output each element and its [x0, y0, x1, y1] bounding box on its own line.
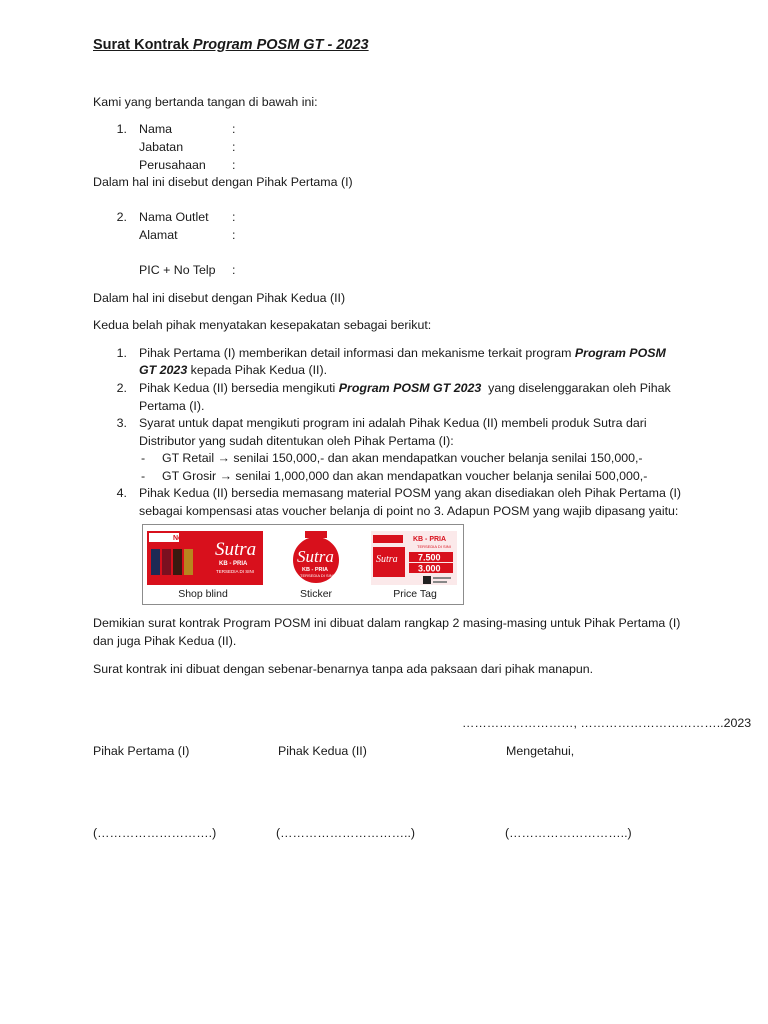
sub-bullet-dash: -: [141, 469, 146, 483]
point-number: 3.: [116, 416, 127, 430]
closing-statement: Surat kontrak ini dibuat dengan sebenar-benarnya tanpa ada paksaan dari pihak manapun.: [93, 662, 594, 676]
svg-text:7.500: 7.500: [418, 552, 441, 563]
signature-blank-mengetahui: (………………………..): [505, 826, 632, 840]
point-4-line-1: Pihak Kedua (II) bersedia memasang material POSM yang akan disediakan oleh Pihak Pertama (I): [139, 486, 682, 500]
svg-text:KB - PRIA: KB - PRIA: [413, 536, 447, 543]
point-number: 4.: [116, 486, 127, 500]
closing-line-2: dan juga Pihak Kedua (II).: [93, 634, 237, 648]
signature-blank-pihak-kedua: (…………………………..): [276, 826, 416, 840]
field-colon: :: [232, 122, 236, 136]
point-1-line-2: GT 2023 kepada Pihak Kedua (II).: [139, 363, 328, 377]
field-label-alamat: Alamat: [139, 228, 178, 242]
signatory-label-pihak-pertama: Pihak Pertama (I): [93, 744, 190, 758]
document-title: Surat Kontrak Program POSM GT - 2023: [93, 37, 369, 53]
point-3-line-1: Syarat untuk dapat mengikuti program ini adalah Pihak Kedua (II) membeli produk Sutra dari: [139, 416, 647, 430]
svg-text:TERSEDIA DI SINI: TERSEDIA DI SINI: [417, 544, 451, 549]
party1-number: 1.: [116, 122, 127, 136]
sub-bullet-gt-grosir: GT Grosir → senilai 1,000,000 dan akan mendapatkan voucher belanja senilai 500,000,-: [162, 469, 648, 483]
caption-shop-blind: Shop blind: [178, 588, 228, 600]
svg-text:No.1: No.1: [173, 535, 189, 542]
place-date-line: ………………………, ……………………………..2023: [462, 716, 752, 730]
svg-text:Sutra: Sutra: [297, 547, 334, 566]
point-number: 2.: [116, 381, 127, 395]
field-colon: :: [232, 140, 236, 154]
field-label-perusahaan: Perusahaan: [139, 158, 206, 172]
posm-materials-figure: [142, 524, 464, 605]
point-2-line-2: Pertama (I).: [139, 399, 205, 413]
sticker-image: [283, 531, 353, 585]
sub-bullet-dash: -: [141, 451, 146, 465]
field-label-pic: PIC + No Telp: [139, 263, 216, 277]
point-4-line-2: sebagai kompensasi atas voucher belanja di point no 3. Adapun POSM yang wajib dipasang yaitu:: [139, 504, 679, 518]
field-label-jabatan: Jabatan: [139, 140, 184, 154]
signatory-label-pihak-kedua: Pihak Kedua (II): [278, 744, 367, 758]
svg-text:Sutra: Sutra: [215, 539, 257, 560]
party2-number: 2.: [116, 210, 127, 224]
caption-price-tag: Price Tag: [393, 588, 437, 600]
caption-sticker: Sticker: [299, 588, 333, 600]
point-2-line-1: Pihak Kedua (II) bersedia mengikuti Program POSM GT 2023 yang diselenggarakan oleh Pihak: [139, 381, 671, 395]
party2-note: Dalam hal ini disebut dengan Pihak Kedua (II): [93, 291, 346, 305]
closing-line-1: Demikian surat kontrak Program POSM ini dibuat dalam rangkap 2 masing-masing untuk Pihak Pertama (I): [93, 616, 681, 630]
signatory-label-mengetahui: Mengetahui,: [506, 744, 575, 758]
intro-text: Kami yang bertanda tangan di bawah ini:: [93, 95, 318, 109]
point-number: 1.: [116, 346, 127, 360]
point-3-line-2: Distributor yang sudah ditentukan oleh Pihak Pertama (I):: [139, 434, 454, 448]
agreement-intro: Kedua belah pihak menyatakan kesepakatan sebagai berikut:: [93, 318, 432, 332]
field-colon: :: [232, 158, 236, 172]
price-tag-image: [371, 531, 457, 585]
point-1-line-1: Pihak Pertama (I) memberikan detail informasi dan mekanisme terkait program Program POSM: [139, 346, 666, 360]
field-label-nama: Nama: [139, 122, 173, 136]
svg-text:Sutra: Sutra: [376, 554, 398, 565]
svg-text:3.000: 3.000: [418, 563, 441, 574]
svg-text:KB - PRIA: KB - PRIA: [219, 561, 248, 567]
field-colon: :: [232, 263, 236, 277]
field-label-nama-outlet: Nama Outlet: [139, 210, 209, 224]
svg-text:TERSEDIA DI SINI: TERSEDIA DI SINI: [300, 573, 334, 578]
signature-blank-pihak-pertama: (……………………….): [93, 826, 217, 840]
party1-note: Dalam hal ini disebut dengan Pihak Pertama (I): [93, 175, 353, 189]
field-colon: :: [232, 228, 236, 242]
sub-bullet-gt-retail: GT Retail → senilai 150,000,- dan akan mendapatkan voucher belanja senilai 150,000,-: [162, 451, 643, 465]
svg-text:KB - PRIA: KB - PRIA: [302, 567, 328, 573]
field-colon: :: [232, 210, 236, 224]
svg-text:TERSEDIA DI SINI: TERSEDIA DI SINI: [216, 569, 255, 574]
shop-blind-image: [147, 531, 263, 585]
